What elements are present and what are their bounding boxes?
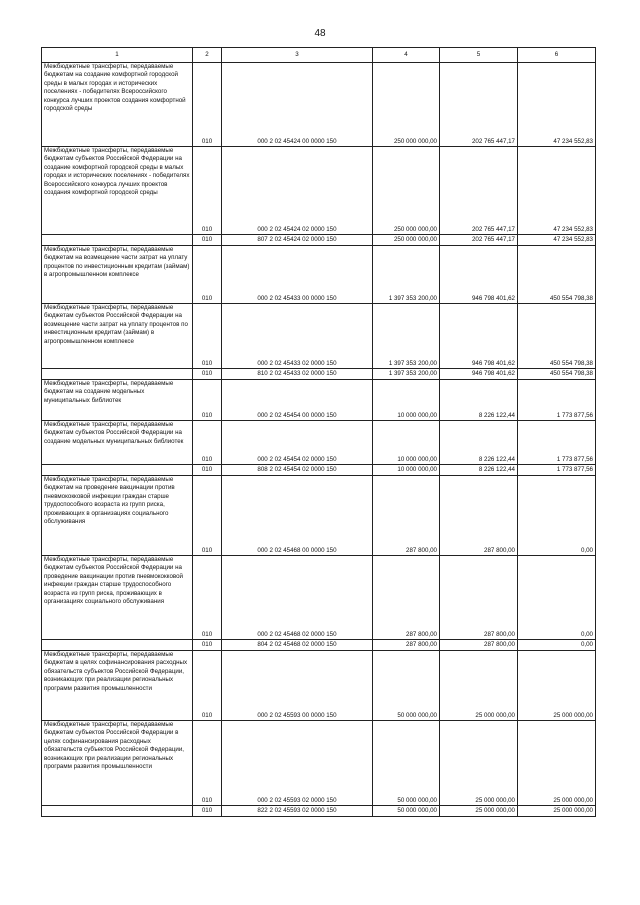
table-row <box>42 640 596 651</box>
row-description: Межбюджетные трансферты, передаваемые бюджетам субъектов Российской Федерации в целях софинансирования расходных обязательств субъектов Российской Федерации, возникающих при реализации региональных программ развития промышленности <box>42 721 193 806</box>
row-line-code: 010 <box>193 465 222 476</box>
row-approved: 50 000 000,00 <box>373 651 440 721</box>
row-line-code: 010 <box>193 235 222 246</box>
row-unexecuted: 47 234 552,83 <box>518 63 596 147</box>
row-budget-code: 804 2 02 45468 02 0000 150 <box>222 640 373 651</box>
row-approved: 50 000 000,00 <box>373 806 440 817</box>
row-approved: 50 000 000,00 <box>373 721 440 806</box>
row-approved: 1 397 353 200,00 <box>373 246 440 304</box>
row-executed: 946 798 401,62 <box>440 246 518 304</box>
row-budget-code: 000 2 02 45433 00 0000 150 <box>222 246 373 304</box>
row-unexecuted: 450 554 798,38 <box>518 369 596 380</box>
row-approved: 10 000 000,00 <box>373 380 440 421</box>
row-line-code: 010 <box>193 63 222 147</box>
row-unexecuted: 0,00 <box>518 556 596 640</box>
row-approved: 10 000 000,00 <box>373 465 440 476</box>
row-description: Межбюджетные трансферты, передаваемые бюджетам на возмещение части затрат на уплату процентов по инвестиционным кредитам (займам) в агропромышленном комплексе <box>42 246 193 304</box>
table-row <box>42 465 596 476</box>
row-approved: 10 000 000,00 <box>373 421 440 465</box>
row-budget-code: 808 2 02 45454 02 0000 150 <box>222 465 373 476</box>
table-row <box>42 369 596 380</box>
row-unexecuted: 450 554 798,38 <box>518 246 596 304</box>
row-description: Межбюджетные трансферты, передаваемые бюджетам на проведение вакцинации против пневмококковой инфекции граждан старше трудоспособного возраста из групп риска, проживающих в организациях социального обслуживания <box>42 476 193 556</box>
row-executed: 287 800,00 <box>440 640 518 651</box>
row-line-code: 010 <box>193 421 222 465</box>
row-description: Межбюджетные трансферты, передаваемые бюджетам на создание комфортной городской среды в малых городах и исторических поселениях - победителях Всероссийского конкурса лучших проектов создания комфортной городской среды <box>42 63 193 147</box>
row-description <box>42 465 193 476</box>
header-col-5: 5 <box>440 48 518 63</box>
table-row <box>42 556 596 640</box>
table-row <box>42 304 596 369</box>
row-unexecuted: 25 000 000,00 <box>518 651 596 721</box>
row-unexecuted: 25 000 000,00 <box>518 721 596 806</box>
row-unexecuted: 0,00 <box>518 640 596 651</box>
row-budget-code: 807 2 02 45424 02 0000 150 <box>222 235 373 246</box>
row-approved: 250 000 000,00 <box>373 235 440 246</box>
table-row <box>42 651 596 721</box>
row-line-code: 010 <box>193 369 222 380</box>
row-description <box>42 806 193 817</box>
row-executed: 25 000 000,00 <box>440 721 518 806</box>
row-unexecuted: 47 234 552,83 <box>518 147 596 235</box>
row-unexecuted: 1 773 877,56 <box>518 380 596 421</box>
table-row <box>42 421 596 465</box>
row-executed: 287 800,00 <box>440 556 518 640</box>
row-description: Межбюджетные трансферты, передаваемые бюджетам субъектов Российской Федерации на создание комфортной городской среды в малых городах и исторических поселениях - победителях Всероссийского конкурса лучших проектов создания комфортной городской среды <box>42 147 193 235</box>
row-description <box>42 640 193 651</box>
row-line-code: 010 <box>193 721 222 806</box>
row-line-code: 010 <box>193 640 222 651</box>
row-approved: 287 800,00 <box>373 640 440 651</box>
row-unexecuted: 47 234 552,83 <box>518 235 596 246</box>
row-budget-code: 000 2 02 45468 02 0000 150 <box>222 556 373 640</box>
row-executed: 946 798 401,62 <box>440 304 518 369</box>
table-row <box>42 806 596 817</box>
row-description: Межбюджетные трансферты, передаваемые бюджетам субъектов Российской Федерации на создание модельных муниципальных библиотек <box>42 421 193 465</box>
header-col-6: 6 <box>518 48 596 63</box>
row-executed: 946 798 401,62 <box>440 369 518 380</box>
row-description <box>42 369 193 380</box>
header-col-3: 3 <box>222 48 373 63</box>
row-executed: 8 226 122,44 <box>440 465 518 476</box>
header-col-4: 4 <box>373 48 440 63</box>
row-budget-code: 000 2 02 45424 00 0000 150 <box>222 63 373 147</box>
row-executed: 25 000 000,00 <box>440 651 518 721</box>
row-executed: 202 765 447,17 <box>440 235 518 246</box>
row-budget-code: 000 2 02 45468 00 0000 150 <box>222 476 373 556</box>
row-line-code: 010 <box>193 304 222 369</box>
row-executed: 287 800,00 <box>440 476 518 556</box>
row-approved: 250 000 000,00 <box>373 63 440 147</box>
row-executed: 8 226 122,44 <box>440 380 518 421</box>
header-row <box>42 48 596 63</box>
page-number: 48 <box>314 28 326 39</box>
row-budget-code: 000 2 02 45424 02 0000 150 <box>222 147 373 235</box>
row-budget-code: 000 2 02 45454 00 0000 150 <box>222 380 373 421</box>
table-row <box>42 147 596 235</box>
row-description: Межбюджетные трансферты, передаваемые бюджетам на создание модельных муниципальных библиотек <box>42 380 193 421</box>
table-row <box>42 380 596 421</box>
row-unexecuted: 25 000 000,00 <box>518 806 596 817</box>
table-row <box>42 721 596 806</box>
budget-table <box>41 47 596 817</box>
row-unexecuted: 1 773 877,56 <box>518 421 596 465</box>
row-line-code: 010 <box>193 380 222 421</box>
row-line-code: 010 <box>193 556 222 640</box>
row-executed: 202 765 447,17 <box>440 147 518 235</box>
row-approved: 287 800,00 <box>373 556 440 640</box>
row-unexecuted: 1 773 877,56 <box>518 465 596 476</box>
row-approved: 250 000 000,00 <box>373 147 440 235</box>
row-line-code: 010 <box>193 651 222 721</box>
row-budget-code: 000 2 02 45454 02 0000 150 <box>222 421 373 465</box>
row-executed: 25 000 000,00 <box>440 806 518 817</box>
table-row <box>42 476 596 556</box>
row-line-code: 010 <box>193 476 222 556</box>
row-budget-code: 810 2 02 45433 02 0000 150 <box>222 369 373 380</box>
row-unexecuted: 450 554 798,38 <box>518 304 596 369</box>
row-budget-code: 000 2 02 45593 00 0000 150 <box>222 651 373 721</box>
row-description: Межбюджетные трансферты, передаваемые бюджетам субъектов Российской Федерации на проведение вакцинации против пневмококковой инфекции граждан старше трудоспособного возраста из групп риска, проживающих в организациях социального обслуживания <box>42 556 193 640</box>
table-row <box>42 235 596 246</box>
row-approved: 1 397 353 200,00 <box>373 304 440 369</box>
table-row <box>42 246 596 304</box>
row-executed: 8 226 122,44 <box>440 421 518 465</box>
row-approved: 1 397 353 200,00 <box>373 369 440 380</box>
row-approved: 287 800,00 <box>373 476 440 556</box>
row-line-code: 010 <box>193 806 222 817</box>
table-row <box>42 63 596 147</box>
row-executed: 202 765 447,17 <box>440 63 518 147</box>
row-description: Межбюджетные трансферты, передаваемые бюджетам в целях софинансирования расходных обязательств субъектов Российской Федерации, возникающих при реализации региональных программ развития промышленности <box>42 651 193 721</box>
row-budget-code: 822 2 02 45593 02 0000 150 <box>222 806 373 817</box>
row-budget-code: 000 2 02 45433 02 0000 150 <box>222 304 373 369</box>
row-budget-code: 000 2 02 45593 02 0000 150 <box>222 721 373 806</box>
row-line-code: 010 <box>193 147 222 235</box>
header-col-2: 2 <box>193 48 222 63</box>
row-description <box>42 235 193 246</box>
header-col-1: 1 <box>42 48 193 63</box>
row-description: Межбюджетные трансферты, передаваемые бюджетам субъектов Российской Федерации на возмещение части затрат на уплату процентов по инвестиционным кредитам (займам) в агропромышленном комплексе <box>42 304 193 369</box>
row-unexecuted: 0,00 <box>518 476 596 556</box>
row-line-code: 010 <box>193 246 222 304</box>
